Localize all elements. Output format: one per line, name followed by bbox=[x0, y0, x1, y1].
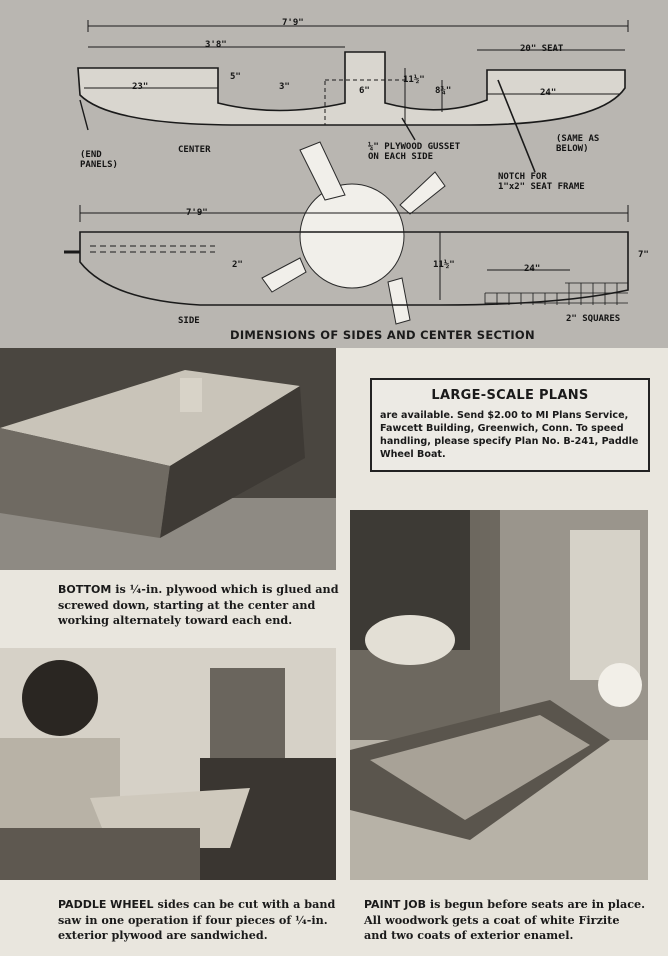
label-3: 3" bbox=[279, 82, 290, 92]
label-left-span: 3'8" bbox=[205, 40, 227, 50]
caption-paint-lead: PAINT JOB bbox=[364, 898, 427, 911]
plans-title: LARGE-SCALE PLANS bbox=[431, 388, 589, 403]
label-notch: NOTCH FOR 1"x2" SEAT FRAME bbox=[498, 172, 585, 192]
label-gusset: ¼" PLYWOOD GUSSET ON EACH SIDE bbox=[368, 142, 461, 162]
caption-paddle-text: sides can be cut with a band saw in one operation if four pieces of ¼-in. exterior plywood are sandwiched. bbox=[58, 897, 336, 942]
caption-paint bbox=[364, 897, 646, 944]
label-8-75: 8¾" bbox=[435, 86, 452, 96]
plans-box bbox=[370, 378, 650, 472]
photo-paint-job bbox=[350, 510, 648, 880]
label-24-top: 24" bbox=[540, 88, 557, 98]
label-23: 23" bbox=[132, 82, 149, 92]
label-24-side: 24" bbox=[524, 264, 541, 274]
caption-paddle-lead: PADDLE WHEEL bbox=[58, 898, 154, 911]
label-2: 2" bbox=[232, 260, 243, 270]
label-top-length: 7'9" bbox=[282, 18, 304, 28]
label-5: 5" bbox=[230, 72, 241, 82]
label-end-panels: (END PANELS) bbox=[80, 150, 118, 170]
label-side: SIDE bbox=[178, 316, 200, 326]
label-11-5: 11½" bbox=[403, 75, 425, 85]
caption-paint-text: is begun before seats are in place. All woodwork gets a coat of white Firzite and two coats of exterior enamel. bbox=[364, 897, 646, 942]
paddle-wheel-shape bbox=[262, 142, 445, 324]
label-seat: 20" SEAT bbox=[520, 44, 564, 54]
caption-bottom-text: is ¼-in. plywood which is glued and screwed down, starting at the center and working alternately toward each end. bbox=[58, 582, 339, 627]
caption-bottom bbox=[58, 582, 340, 629]
label-side-length: 7'9" bbox=[186, 208, 208, 218]
label-11-5-side: 11½" bbox=[433, 260, 455, 270]
photo-boat-bottom bbox=[0, 348, 336, 570]
photo-band-saw bbox=[0, 648, 336, 880]
dimensions-diagram bbox=[0, 0, 668, 348]
label-7: 7" bbox=[638, 250, 649, 260]
label-6: 6" bbox=[359, 86, 370, 96]
label-squares: 2" SQUARES bbox=[566, 314, 621, 324]
diagram-title: DIMENSIONS OF SIDES AND CENTER SECTION bbox=[230, 328, 535, 342]
caption-bottom-lead: BOTTOM bbox=[58, 583, 112, 596]
label-center: CENTER bbox=[178, 145, 211, 155]
plans-body: are available. Send $2.00 to MI Plans Service, Fawcett Building, Greenwich, Conn. To speed handling, please specify Plan No. B-241, Paddle Wheel Boat. bbox=[380, 410, 639, 460]
caption-paddle bbox=[58, 897, 340, 944]
label-same-as: (SAME AS BELOW) bbox=[556, 134, 600, 154]
